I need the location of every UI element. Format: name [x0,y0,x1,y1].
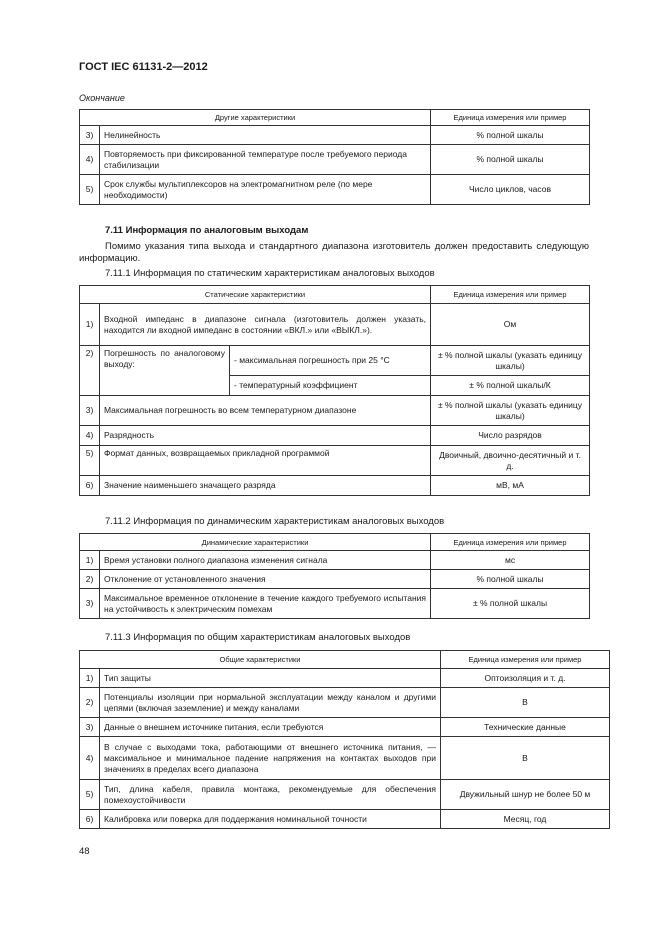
row-number: 5) [80,446,100,476]
row-unit: Оптоизоляция и т. д. [441,669,610,688]
row-unit: % полной шкалы [431,570,590,589]
subsection-title-7-11-3: 7.11.3 Информация по общим характеристикам аналоговых выходов [105,632,411,643]
row-text: Входной импеданс в диапазоне сигнала (изготовитель должен указать, находится ли входной импеданс в состоянии «ВКЛ.» или «ВЫКЛ.»). [100,304,431,346]
row-subtext: - температурный коэффициент [230,376,431,396]
row-text: Калибровка или поверка для поддержания номинальной точности [100,810,441,829]
row-unit: мс [431,551,590,570]
row-number: 5) [80,780,100,810]
row-text: Данные о внешнем источнике питания, если требуются [100,718,441,737]
row-unit: ± % полной шкалы [431,589,590,619]
section-heading-7-11 [105,225,308,236]
table-row [80,396,590,426]
dynamic-characteristics-table [79,533,590,619]
row-unit: Число разрядов [431,426,590,446]
row-unit: Двоичный, двоично-десятичный и т. д. [431,446,590,476]
row-unit: Число циклов, часов [431,175,590,205]
column-header-unit: Единица измерения или пример [431,534,590,551]
row-text: В случае с выходами тока, работающими от внешнего источника питания, — максимальное и минимальное падение напряжения на контактах выходов при значениях в пределах всего диапазона [100,737,441,780]
row-text: Разрядность [100,426,431,446]
row-text: Тип, длина кабеля, правила монтажа, рекомендуемые для обеспечения помехоустойчивости [100,780,441,810]
row-number: 3) [80,718,100,737]
row-unit: % полной шкалы [431,126,590,145]
table-row [80,446,590,476]
row-text: Погрешность по аналоговому выходу: [100,346,230,396]
row-number: 6) [80,476,100,496]
table-row [80,426,590,446]
row-text: Время установки полного диапазона изменения сигнала [100,551,431,570]
row-number: 3) [80,396,100,426]
table-row [80,780,610,810]
table-row [80,551,590,570]
general-characteristics-table [79,650,610,829]
section-title: Информация по аналоговым выходам [125,225,309,236]
document-header: ГОСТ IEC 61131-2—2012 [79,61,208,73]
row-number: 4) [80,737,100,780]
row-text: Максимальная погрешность во всем температурном диапазоне [100,396,431,426]
row-text: Повторяемость при фиксированной температуре после требуемого периода стабилизации [100,145,431,175]
subsection-title-7-11-2: 7.11.2 Информация по динамическим характеристикам аналоговых выходов [105,516,445,527]
table-row [80,476,590,496]
table-row [80,304,590,346]
row-unit: ± % полной шкалы/К [431,376,590,396]
column-header-unit: Единица измерения или пример [431,286,590,304]
row-number: 2) [80,688,100,718]
table-row [80,589,590,619]
row-text: Тип защиты [100,669,441,688]
row-unit: Технические данные [441,718,610,737]
table-row [80,346,590,376]
column-header-unit: Единица измерения или пример [431,110,590,126]
section-paragraph: Помимо указания типа выхода и стандартного диапазона изготовитель должен предоставить следующую информацию. [79,241,589,264]
row-text: Срок службы мультиплексоров на электромагнитном реле (по мере необходимости) [100,175,431,205]
table-row [80,810,610,829]
subsection-title-7-11-1: 7.11.1 Информация по статическим характеристикам аналоговых выходов [105,268,435,279]
row-unit: Ом [431,304,590,346]
row-text: Отклонение от установленного значения [100,570,431,589]
table-row [80,737,610,780]
row-number: 6) [80,810,100,829]
column-header-characteristics: Динамические характеристики [80,534,431,551]
table-row [80,126,590,145]
row-number: 1) [80,304,100,346]
row-number: 2) [80,346,100,396]
row-text: Значение наименьшего значащего разряда [100,476,431,496]
column-header-characteristics: Общие характеристики [80,651,441,669]
row-unit: ± % полной шкалы (указать единицу шкалы) [431,396,590,426]
row-unit: Месяц, год [441,810,610,829]
column-header-characteristics: Статические характеристики [80,286,431,304]
row-number: 4) [80,145,100,175]
row-text: Потенциалы изоляции при нормальной эксплуатации между каналом и другими цепями (включая заземление) и между каналами [100,688,441,718]
section-number: 7.11 [105,225,123,236]
other-characteristics-table [79,109,590,205]
row-subtext: - максимальная погрешность при 25 °С [230,346,431,376]
table-row [80,175,590,205]
row-number: 1) [80,669,100,688]
table-row [80,145,590,175]
row-number: 3) [80,126,100,145]
row-unit: ± % полной шкалы (указать единицу шкалы) [431,346,590,376]
column-header-unit: Единица измерения или пример [441,651,610,669]
column-header-characteristics: Другие характеристики [80,110,431,126]
row-unit: В [441,737,610,780]
page-number: 48 [79,846,90,857]
row-number: 3) [80,589,100,619]
row-text: Максимальное временное отклонение в течение каждого требуемого испытания на устойчивость к электрическим помехам [100,589,431,619]
row-text: Нелинейность [100,126,431,145]
row-number: 4) [80,426,100,446]
table-row [80,669,610,688]
row-number: 2) [80,570,100,589]
table-row [80,570,590,589]
row-unit: мВ, мА [431,476,590,496]
row-number: 5) [80,175,100,205]
row-unit: Двужильный шнур не более 50 м [441,780,610,810]
table-continuation-label: Окончание [79,93,125,103]
table-row [80,718,610,737]
row-unit: % полной шкалы [431,145,590,175]
row-unit: В [441,688,610,718]
row-number: 1) [80,551,100,570]
row-text: Формат данных, возвращаемых прикладной программой [100,446,431,476]
table-row [80,688,610,718]
static-characteristics-table [79,285,590,496]
